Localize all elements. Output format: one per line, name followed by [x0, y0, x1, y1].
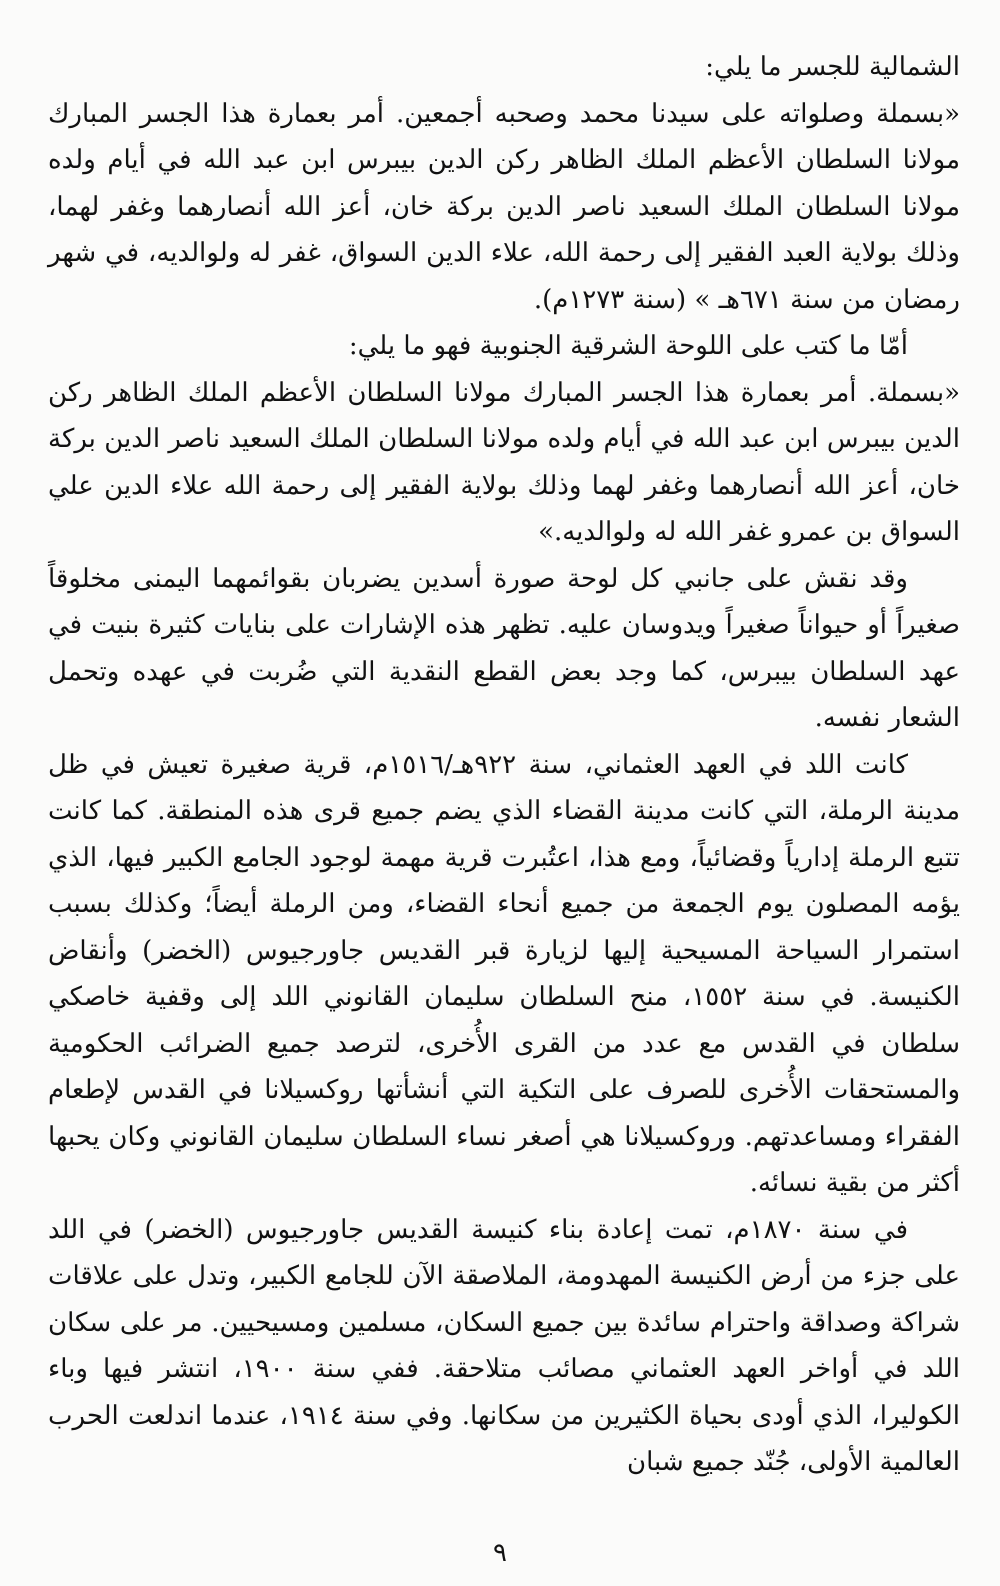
paragraph-ottoman-era: كانت اللد في العهد العثماني، سنة ٩٢٢هـ/١٥١٦م، قرية صغيرة تعيش في ظل مدينة الرملة، التي كانت مدينة القضاء الذي يضم جميع قرى هذه المنطقة. كما كانت تتبع الرملة إدارياً وقضائياً، ومع هذا، اعتُبرت قرية مهمة لوجود الجامع الكبير فيها، الذي يؤمه المصلون يوم الجمعة من جميع أنحاء القضاء، ومن الرملة أيضاً؛ وكذلك بسبب استمرار السياحة المسيحية إليها لزيارة قبر القديس جاورجيوس (الخضر) وأنقاض الكنيسة. في سنة ١٥٥٢، منح السلطان سليمان القانوني اللد إلى وقفية خاصكي سلطان في القدس مع عدد من القرى الأُخرى، لترصد جميع الضرائب الحكومية والمستحقات الأُخرى للصرف على التكية التي أنشأتها روكسيلانا في القدس لإطعام الفقراء ومساعدتهم. وروكسيلانا هي أصغر نساء السلطان سليمان القانوني وكان يحبها أكثر من بقية نسائه.: [48, 749, 960, 1198]
paragraph-church-rebuild: في سنة ١٨٧٠م، تمت إعادة بناء كنيسة القديس جاورجيوس (الخضر) في اللد على جزء من أرض الكنيسة المهدومة، الملاصقة الآن للجامع الكبير، وتدل على علاقات شراكة وصداقة واحترام سائدة بين جميع السكان، مسلمين ومسيحيين. مر على سكان اللد في أواخر العهد العثماني مصائب متلاحقة. ففي سنة ١٩٠٠، انتشر فيها وباء الكوليرا، الذي أودى بحياة الكثيرين من سكانها. وفي سنة ١٩١٤، عندما اندلعت الحرب العالمية الأولى، جُنّد جميع شبان: [48, 1214, 960, 1477]
paragraph-north-inscription-text: «بسملة وصلواته على سيدنا محمد وصحبه أجمعين. أمر بعمارة هذا الجسر المبارك مولانا السلطان الأعظم الملك الظاهر ركن الدين بيبرس ابن عبد الله في أيام ولده مولانا السلطان الملك السعيد ناصر الدين بركة خان، أعز الله أنصارهما وغفر لهما، وذلك بولاية العبد الفقير إلى رحمة الله، علاء الدين السواق، غفر له ولوالديه، في شهر رمضان من سنة ٦٧١هـ » (سنة ١٢٧٣م).: [48, 98, 960, 315]
paragraph-intro-north-inscription: الشمالية للجسر ما يلي:: [705, 52, 960, 82]
paragraph-lions-carving: وقد نقش على جانبي كل لوحة صورة أسدين يضربان بقوائمهما اليمنى مخلوقاً صغيراً أو حيواناً صغيراً ويدوسان عليه. تظهر هذه الإشارات على بنايات كثيرة بنيت في عهد السلطان بيبرس، كما وجد بعض القطع النقدية التي ضُربت في عهده وتحمل الشعار نفسه.: [48, 563, 960, 733]
page-body: [48, 44, 960, 1486]
paragraph-southeast-inscription-text: «بسملة. أمر بعمارة هذا الجسر المبارك مولانا السلطان الأعظم الملك الظاهر ركن الدين بيبرس ابن عبد الله في أيام ولده مولانا السلطان الملك السعيد ناصر الدين بركة خان، أعز الله أنصارهما وغفر لهما وذلك بولاية الفقير إلى رحمة الله علاء الدين علي السواق بن عمرو غفر الله له ولوالديه.»: [48, 377, 960, 547]
page-number: ٩: [493, 1538, 507, 1568]
paragraph-intro-southeast-inscription: أمّا ما كتب على اللوحة الشرقية الجنوبية فهو ما يلي:: [348, 331, 908, 361]
